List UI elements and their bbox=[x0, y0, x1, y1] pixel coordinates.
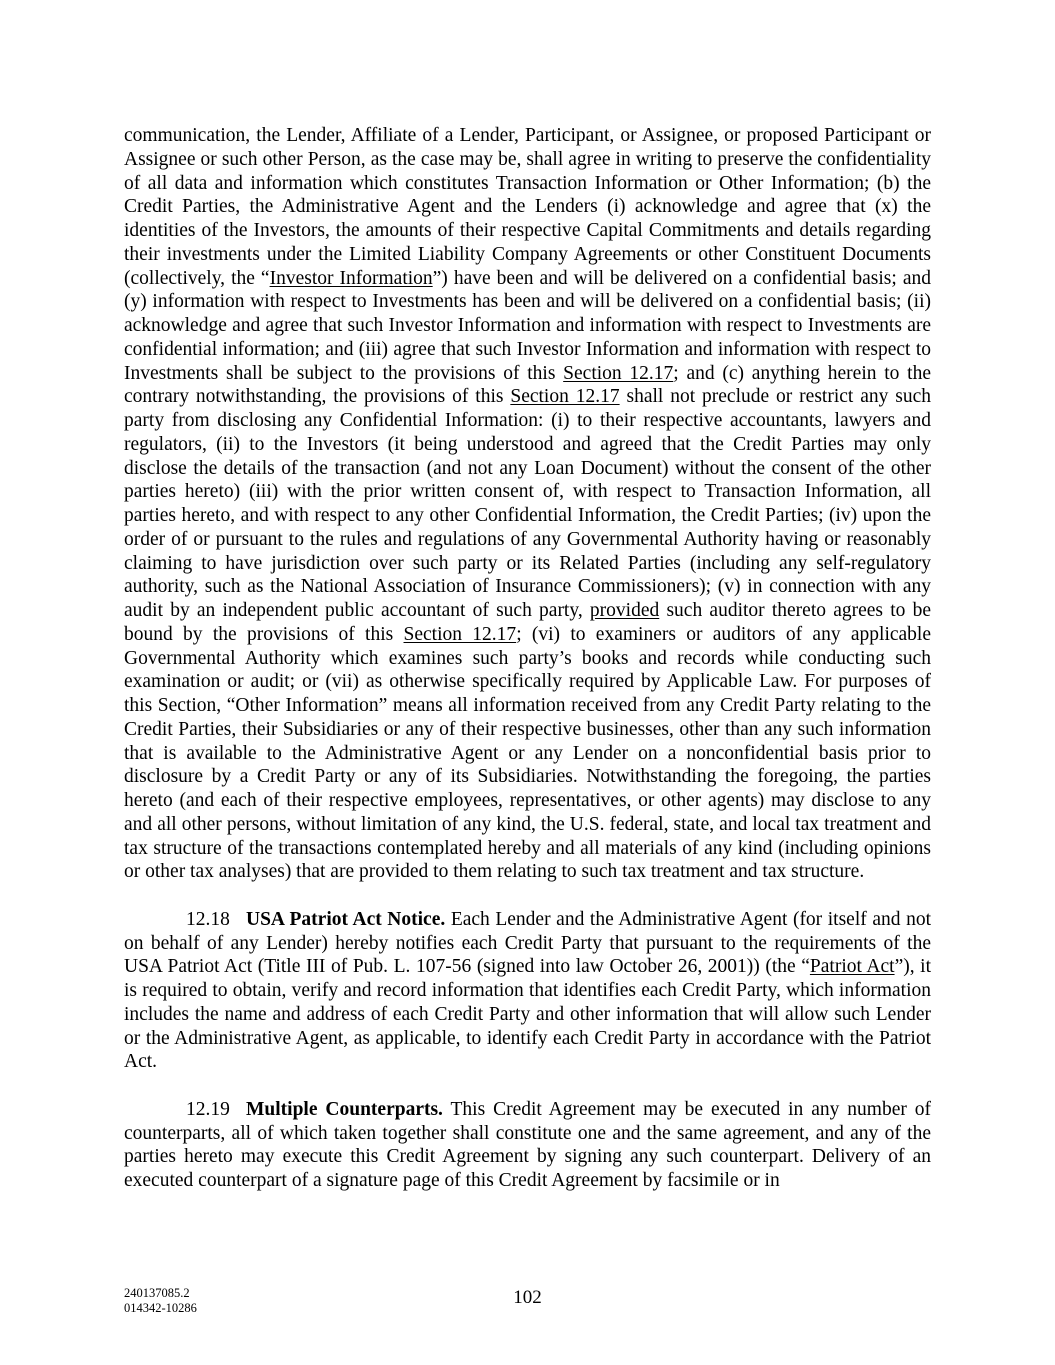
text-run: ; and (c) anything herein to the contrary notwithstanding, the provisions of this bbox=[124, 362, 931, 408]
text-run: ”), it is required to obtain, verify and record information that identifies each Credit Party, which information includes the name and address of each Credit Party and other information that will allow such Lender or the Administrative Agent, as applicable, to identify each Credit Party in accordance with the Patriot Act. bbox=[124, 956, 931, 1073]
text-run: such auditor thereto agrees to be bound by the provisions of this bbox=[124, 600, 931, 645]
section-reference: Section 12.17 bbox=[510, 386, 620, 408]
text-run: ; (vi) to examiners or auditors of any applicable Governmental Authority which examines such party’s books and records while conducting such examination or audit; or (vii) as otherwise specifically required by Applicable Law. For purposes of this Section, “Other Information” means all information received from any Credit Party relating to the Credit Parties, their Subsidiaries or any of their respective businesses, other than any such information that is available to the Administrative Agent or any Lender on a nonconfidential basis prior to disclosure by a Credit Party or any of its Subsidiaries. Notwithstanding the foregoing, the parties hereto (and each of their respective employees, representatives, or other agents) may disclose to any and all other persons, without limitation of any kind, the U.S. federal, state, and local tax treatment and tax structure of the transactions contemplated hereby and all materials of any kind (including opinions or other tax analyses) that are provided to them relating to such tax treatment and tax structure. bbox=[124, 623, 931, 883]
section-12-19-multiple-counterparts bbox=[124, 1098, 931, 1193]
section-number: 12.18 bbox=[186, 908, 230, 930]
section-number: 12.19 bbox=[186, 1098, 230, 1120]
section-heading: Multiple Counterparts. bbox=[246, 1098, 443, 1120]
provided-term: provided bbox=[589, 600, 660, 621]
paragraph-confidentiality-continued bbox=[124, 124, 931, 884]
section-reference: Section 12.17 bbox=[563, 362, 674, 384]
text-run: ”) have been and will be delivered on a confidential basis; and (y) information with respect to Investments has been and will be delivered on a confidential basis; (ii) acknowledge and agree that such Investor Information and information with respect to Investments are confidential information; and (iii) agree that such Investor Information and information with respect to Investments shall be subject to the provisions of this bbox=[124, 267, 931, 384]
page-number: 102 bbox=[513, 1287, 542, 1308]
text-run: shall not preclude or restrict any such party from disclosing any Confidential Information: (i) to their respective accountants, lawyers and regulators, (ii) to the Investors (it being understood and agreed that the Credit Parties may only disclose the details of the transaction (and not any Loan Document) without the consent of the other parties hereto) (iii) with the prior written consent of, with respect to Transaction Information, all parties hereto, and with respect to any other Confidential Information, the Credit Parties; (iv) upon the order of or pursuant to the rules and regulations of any Governmental Authority having or reasonably claiming to have jurisdiction over such party or its Related Parties (including any self-regulatory authority, such as the National Association of Insurance Commissioners); (v) in connection with any audit by an independent public accountant of such party, bbox=[124, 386, 931, 621]
defined-term-patriot-act: Patriot Act bbox=[809, 956, 895, 978]
section-heading: USA Patriot Act Notice. bbox=[246, 908, 446, 930]
text-run: communication, the Lender, Affiliate of a Lender, Participant, or Assignee, or proposed Participant or Assignee or such other Person, as the case may be, shall agree in writing to preserve the confidentiality of all data and information which constitutes Transaction Information or Other Information; (b) the Credit Parties, the Administrative Agent and the Lenders (i) acknowledge and agree that (x) the identities of the Investors, the amounts of their respective Capital Commitments and details regarding their investments under the Limited Liability Company Agreements or other Constituent Documents (collectively, the “ bbox=[124, 125, 931, 289]
section-reference: Section 12.17 bbox=[403, 623, 517, 645]
section-12-18-usa-patriot-act bbox=[124, 908, 931, 1074]
defined-term-investor-information: Investor Information bbox=[269, 267, 433, 289]
footer-matter-number: 014342-10286 bbox=[124, 1301, 197, 1315]
text-run: Each Lender and the Administrative Agent (for itself and not on behalf of any Lender) hereby notifies each Credit Party that pursuant to the requirements of the USA Patriot Act (Title III of Pub. L. 107-56 (signed into law October 26, 2001)) (the “ bbox=[124, 908, 931, 978]
document-body bbox=[124, 124, 931, 1193]
text-run: This Credit Agreement may be executed in any number of counterparts, all of which taken together shall constitute one and the same agreement, and any of the parties hereto may execute this Credit Agreement by signing any such counterpart. Delivery of an executed counterpart of a signature page of this Credit Agreement by facsimile or in bbox=[124, 1098, 931, 1191]
footer-doc-number: 240137085.2 bbox=[124, 1286, 190, 1300]
